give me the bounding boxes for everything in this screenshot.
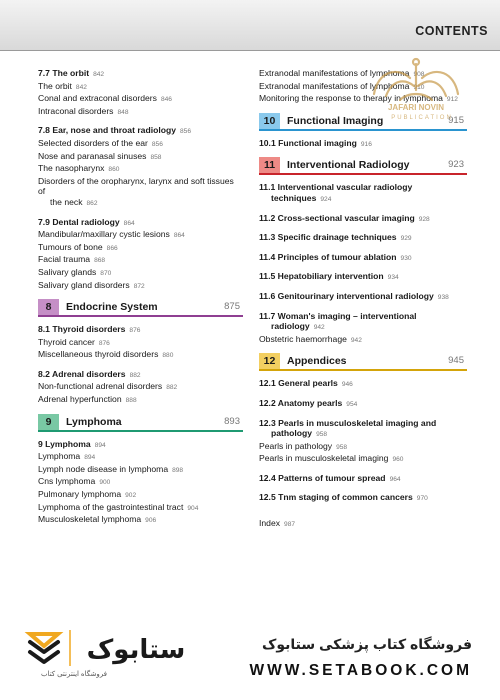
toc-page-number: 924 xyxy=(320,195,332,203)
toc-section-entry[interactable] xyxy=(259,311,467,322)
toc-entry-title: 8.2 Adrenal disorders xyxy=(38,368,126,379)
toc-page-number: 846 xyxy=(160,96,172,104)
chapter-page-number: 923 xyxy=(448,159,464,171)
toc-page-number: 906 xyxy=(145,517,157,525)
chapter-page-number: 893 xyxy=(224,415,240,427)
toc-entry-title: 12.5 Tnm staging of common cancers xyxy=(259,492,413,503)
toc-entry-title: Nose and paranasal sinuses xyxy=(38,150,147,161)
toc-entry-title: 12.4 Patterns of tumour spread xyxy=(259,472,386,483)
toc-entry-title: Conal and extraconal disorders xyxy=(38,93,157,104)
store-name: فروشگاه کتاب پزشکی ستابوک xyxy=(261,636,472,652)
toc-page-number: 904 xyxy=(187,504,199,512)
toc-page-number: 858 xyxy=(150,153,162,161)
toc-entry-title: 10.1 Functional imaging xyxy=(259,137,357,148)
toc-page-number: 912 xyxy=(446,96,458,104)
toc-entry-title: 11.4 Principles of tumour ablation xyxy=(259,251,397,262)
logo-wordmark: ستابوک xyxy=(86,635,186,665)
toc-entry-title: 11.7 Woman's imaging – interventional xyxy=(259,310,417,321)
toc-entry-title: The orbit xyxy=(38,80,72,91)
toc-entry-title: pathology xyxy=(271,428,313,439)
toc-subentry[interactable] xyxy=(38,464,243,477)
toc-entry-title: Pearls in pathology xyxy=(259,440,333,451)
toc-subentry[interactable] xyxy=(259,334,467,347)
toc-subentry[interactable] xyxy=(259,441,467,454)
toc-entry-title: Index xyxy=(259,518,281,529)
toc-entry-title: Mandibular/maxillary cystic lesions xyxy=(38,229,170,240)
toc-page-number: 958 xyxy=(316,431,328,439)
toc-page-number: 930 xyxy=(400,254,412,262)
toc-page-number: 910 xyxy=(413,83,425,91)
toc-section-entry[interactable] xyxy=(38,369,243,382)
toc-page-number: 942 xyxy=(313,324,325,332)
toc-page-number: 882 xyxy=(129,371,141,379)
toc-subentry[interactable] xyxy=(38,514,243,527)
toc-entry-title: radiology xyxy=(271,321,310,332)
toc-entry-title: 12.3 Pearls in musculoskeletal imaging and xyxy=(259,417,437,428)
toc-subentry[interactable] xyxy=(38,93,243,106)
toc-section-entry[interactable] xyxy=(38,324,243,337)
toc-subentry[interactable] xyxy=(38,197,243,210)
toc-page-number: 856 xyxy=(180,128,192,136)
toc-page-number: 862 xyxy=(86,199,98,207)
toc-entry-title: 7.7 The orbit xyxy=(38,68,90,78)
toc-entry-title: Intraconal disorders xyxy=(38,105,114,116)
toc-page-number: 970 xyxy=(416,495,428,503)
chapter-number-badge: 9 xyxy=(38,414,59,430)
toc-entry-title: Lymphoma of the gastrointestinal tract xyxy=(38,501,184,512)
toc-section-entry[interactable] xyxy=(259,378,467,391)
toc-page-number: 876 xyxy=(98,339,110,347)
toc-entry-title: the neck xyxy=(50,196,83,207)
toc-entry-title: Musculoskeletal lymphoma xyxy=(38,514,142,525)
toc-subentry[interactable] xyxy=(259,518,467,531)
toc-page-number: 888 xyxy=(125,397,137,405)
toc-page-number: 958 xyxy=(336,443,348,451)
store-footer xyxy=(0,612,500,700)
toc-section-entry[interactable] xyxy=(259,182,467,193)
toc-subentry[interactable] xyxy=(38,489,243,502)
toc-page-number: 916 xyxy=(360,140,372,148)
toc-subentry[interactable] xyxy=(38,151,243,164)
toc-page-number: 929 xyxy=(400,235,412,243)
toc-section-entry[interactable] xyxy=(259,398,467,411)
toc-entry-title: 7.9 Dental radiology xyxy=(38,216,120,227)
chapter-number-badge: 11 xyxy=(259,157,280,173)
toc-entry-title: Pearls in musculoskeletal imaging xyxy=(259,453,389,464)
setabook-logo[interactable] xyxy=(24,626,194,676)
toc-entry-title: Pulmonary lymphoma xyxy=(38,489,122,500)
toc-page-number: 942 xyxy=(350,336,362,344)
toc-entry-title: 8.1 Thyroid disorders xyxy=(38,324,126,335)
chapter-title: Interventional Radiology xyxy=(287,159,410,172)
toc-section-entry[interactable] xyxy=(259,492,467,505)
toc-subentry[interactable] xyxy=(38,280,243,293)
toc-entry-title: Non-functional adrenal disorders xyxy=(38,381,163,392)
chapter-heading[interactable] xyxy=(38,299,243,317)
toc-section-entry[interactable] xyxy=(259,321,467,334)
toc-page-number: 860 xyxy=(108,166,120,174)
toc-left-column xyxy=(38,68,243,527)
toc-page-number: 848 xyxy=(117,108,129,116)
toc-subentry[interactable] xyxy=(38,349,243,362)
toc-entry-title: Extranodal manifestations of lymphoma xyxy=(259,68,410,78)
toc-entry-title: Cns lymphoma xyxy=(38,476,96,487)
toc-subentry[interactable] xyxy=(38,381,243,394)
toc-page-number: 946 xyxy=(341,381,353,389)
chapter-number-badge: 8 xyxy=(38,299,59,315)
watermark-name: JAFARI NOVIN xyxy=(387,103,445,112)
toc-subentry[interactable] xyxy=(38,176,243,197)
toc-entry-title: Lymph node disease in lymphoma xyxy=(38,463,169,474)
toc-page-number: 864 xyxy=(123,219,135,227)
toc-section-entry[interactable] xyxy=(38,439,243,452)
chapter-title: Functional Imaging xyxy=(287,114,384,127)
toc-page-number: 898 xyxy=(172,466,184,474)
chapter-page-number: 945 xyxy=(448,355,464,367)
toc-subentry[interactable] xyxy=(38,106,243,119)
toc-subentry[interactable] xyxy=(38,451,243,464)
toc-section-entry[interactable] xyxy=(259,473,467,486)
toc-entry-title: 7.8 Ear, nose and throat radiology xyxy=(38,125,177,136)
toc-entry-title: 12.1 General pearls xyxy=(259,378,338,389)
toc-entry-title: 11.1 Interventional vascular radiology xyxy=(259,182,413,193)
page-title: CONTENTS xyxy=(415,24,488,38)
toc-page-number: 842 xyxy=(75,83,87,91)
toc-section-entry[interactable] xyxy=(259,271,467,284)
toc-subentry[interactable] xyxy=(38,394,243,407)
watermark-sub: PUBLICATION xyxy=(391,115,453,121)
chapter-heading[interactable] xyxy=(38,414,243,432)
toc-page-number: 842 xyxy=(93,71,105,78)
toc-entry-title: The nasopharynx xyxy=(38,163,105,174)
chapter-page-number: 915 xyxy=(448,114,464,126)
toc-page-number: 902 xyxy=(125,492,137,500)
toc-page-number: 864 xyxy=(173,232,185,240)
toc-entry-title: Disorders of the oropharynx, larynx and soft tissues of xyxy=(38,175,234,197)
chapter-page-number: 875 xyxy=(224,301,240,313)
setabook-logo-icon xyxy=(24,626,194,670)
toc-subentry[interactable] xyxy=(38,242,243,255)
toc-entry-title: 11.2 Cross-sectional vascular imaging xyxy=(259,212,415,223)
toc-right-column xyxy=(259,68,467,531)
toc-entry-title: 9 Lymphoma xyxy=(38,438,91,449)
toc-entry-title: Monitoring the response to therapy in lymphoma xyxy=(259,93,443,104)
toc-entry-title: Adrenal hyperfunction xyxy=(38,394,122,405)
toc-section-entry[interactable] xyxy=(259,428,467,441)
toc-subentry[interactable] xyxy=(38,267,243,280)
store-url-link[interactable]: WWW.SETABOOK.COM xyxy=(249,662,472,679)
toc-entry-title: 11.6 Genitourinary interventional radiology xyxy=(259,290,434,301)
toc-page-number: 880 xyxy=(162,352,174,360)
toc-entry-title: Facial trauma xyxy=(38,254,91,265)
toc-entry-title: Salivary glands xyxy=(38,266,97,277)
toc-page-number: 934 xyxy=(387,274,399,282)
toc-entry-title: Lymphoma xyxy=(38,451,81,462)
toc-page-number: 954 xyxy=(346,400,358,408)
toc-section-entry[interactable] xyxy=(259,213,467,226)
toc-page-number: 964 xyxy=(389,475,401,483)
toc-page-number: 938 xyxy=(437,293,449,301)
toc-section-entry[interactable] xyxy=(259,232,467,245)
toc-entry-title: 11.5 Hepatobiliary intervention xyxy=(259,271,384,282)
chapter-number-badge: 10 xyxy=(259,113,280,129)
toc-entry-title: Tumours of bone xyxy=(38,241,103,252)
toc-section-entry[interactable] xyxy=(259,291,467,304)
toc-page-number: 900 xyxy=(99,479,111,487)
chapter-number-badge: 12 xyxy=(259,353,280,369)
crown-ornament-icon xyxy=(356,56,476,122)
chapter-heading[interactable] xyxy=(259,157,467,175)
toc-subentry[interactable] xyxy=(38,337,243,350)
toc-page-number: 960 xyxy=(392,456,404,464)
toc-section-entry[interactable] xyxy=(259,418,467,429)
logo-subtitle: فروشگاه اینترنتی کتاب xyxy=(40,671,108,678)
toc-entry-title: Selected disorders of the ear xyxy=(38,137,148,148)
toc-page-number: 894 xyxy=(94,441,106,449)
toc-section-entry[interactable] xyxy=(259,138,467,151)
toc-entry-title: Thyroid cancer xyxy=(38,336,95,347)
chapter-title: Appendices xyxy=(287,355,347,368)
toc-entry-title: 12.2 Anatomy pearls xyxy=(259,397,343,408)
chapter-title: Endocrine System xyxy=(66,301,158,314)
toc-page-number: 882 xyxy=(166,384,178,392)
toc-page-number: 908 xyxy=(413,71,425,78)
toc-subentry[interactable] xyxy=(259,453,467,466)
toc-subentry[interactable] xyxy=(38,81,243,94)
toc-page-number: 870 xyxy=(100,269,112,277)
toc-entry-title: Salivary gland disorders xyxy=(38,279,130,290)
toc-section-entry[interactable] xyxy=(259,252,467,265)
toc-page-number: 866 xyxy=(106,244,118,252)
toc-entry-title: Obstetric haemorrhage xyxy=(259,333,347,344)
toc-entry-title: Extranodal manifestations of lymphoma xyxy=(259,80,410,91)
toc-page-number: 876 xyxy=(129,327,141,335)
toc-section-entry[interactable] xyxy=(259,193,467,206)
chapter-heading[interactable] xyxy=(259,353,467,371)
toc-subentry[interactable] xyxy=(38,254,243,267)
toc-page-number: 868 xyxy=(94,257,106,265)
toc-subentry[interactable] xyxy=(38,163,243,176)
toc-entry-title: 11.3 Specific drainage techniques xyxy=(259,232,397,243)
toc-subentry[interactable] xyxy=(38,502,243,515)
toc-page-number: 928 xyxy=(418,215,430,223)
publisher-watermark xyxy=(356,56,476,122)
toc-page-number: 856 xyxy=(151,140,163,148)
toc-section-entry[interactable] xyxy=(38,125,243,138)
toc-entry-title: Miscellaneous thyroid disorders xyxy=(38,349,159,360)
toc-entry-title: techniques xyxy=(271,192,317,203)
toc-subentry[interactable] xyxy=(38,476,243,489)
toc-section-entry[interactable] xyxy=(38,217,243,230)
toc-page-number: 987 xyxy=(284,521,296,529)
toc-subentry[interactable] xyxy=(38,229,243,242)
toc-page-number: 872 xyxy=(133,282,145,290)
page-header-bar xyxy=(0,0,500,51)
toc-page-number: 894 xyxy=(84,454,96,462)
chapter-title: Lymphoma xyxy=(66,415,122,428)
toc-section-entry[interactable] xyxy=(38,68,243,81)
toc-subentry[interactable] xyxy=(38,138,243,151)
